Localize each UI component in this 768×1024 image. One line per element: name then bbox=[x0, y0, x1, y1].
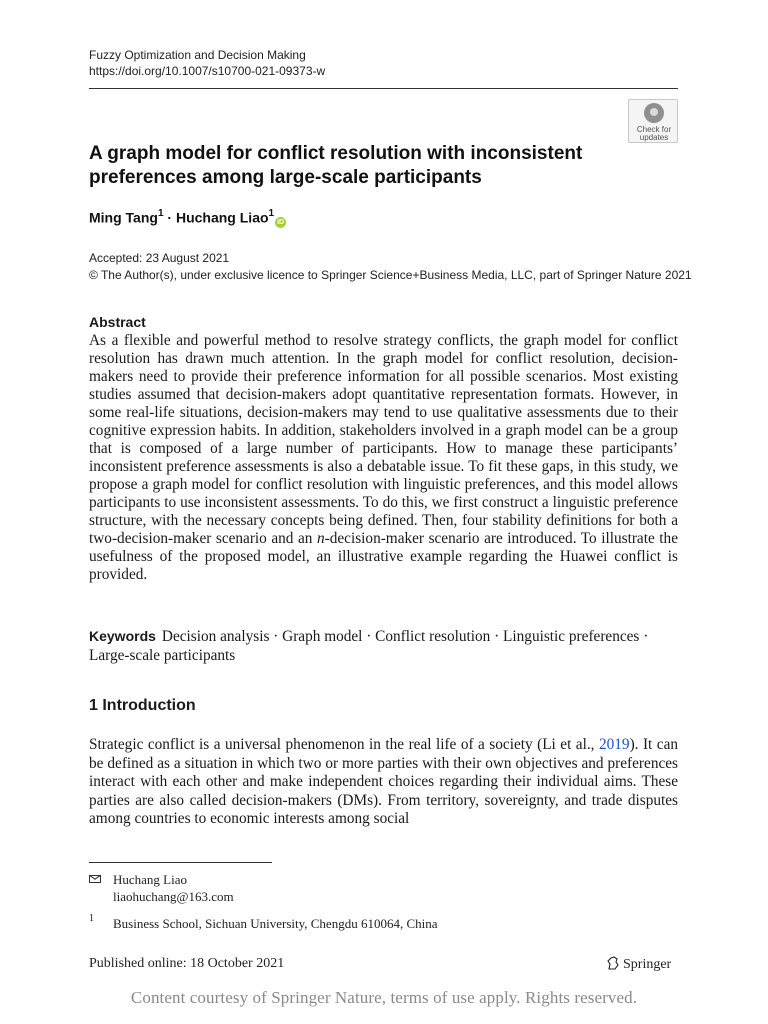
citation-link[interactable]: 2019 bbox=[598, 736, 630, 753]
affiliation-marker: 1 bbox=[268, 208, 275, 219]
introduction-text bbox=[89, 736, 678, 829]
check-for-updates-badge[interactable] bbox=[628, 99, 678, 143]
copyright-line: © The Author(s), under exclusive licence to Springer Science+Business Media, LLC, part of Springer Nature 2021 bbox=[89, 268, 692, 282]
publisher-logo bbox=[606, 956, 671, 973]
affiliation-marker: 1 bbox=[157, 208, 164, 219]
corresponding-author bbox=[113, 871, 234, 905]
orcid-icon[interactable]: iD bbox=[277, 218, 285, 226]
affiliation-text: Business School, Sichuan University, Chengdu 610064, China bbox=[113, 916, 438, 931]
abstract-text bbox=[89, 332, 678, 584]
affiliation-number: 1 bbox=[89, 913, 94, 924]
doi-link[interactable]: https://doi.org/10.1007/s10700-021-09373-w bbox=[89, 64, 326, 78]
publisher-name: Springer bbox=[623, 957, 672, 972]
envelope-icon bbox=[89, 875, 101, 883]
abstract-part: As a flexible and powerful method to resolve strategy conflicts, the graph model for conflict resolution has drawn much attention. In the graph model for conflict resolution, decision-makers need to provide their preference information for all possible scenarios. Most existing studies assumed that decision-makers adopt quantitative representation formats. However, in some real-life situations, decision-makers may tend to use qualitative assessments due to their cognitive expression habits. In addition, stakeholders involved in a graph model can be a group that is composed of a large number of participants. How to manage these participants’ inconsistent preference assessments is also a debatable issue. To fit these gaps, in this study, we propose a graph model for conflict resolution with linguistic preferences, and this model allows participants to use inconsistent assessments. To do this, we first construct a linguistic preference structure, with the necessary concepts being defined. Then, four stability definitions for both a two-decision-maker scenario and an bbox=[89, 332, 678, 547]
watermark-text: Content courtesy of Springer Nature, terms of use apply. Rights reserved. bbox=[130, 988, 638, 1007]
contact-email[interactable]: liaohuchang@163.com bbox=[113, 889, 234, 904]
keywords bbox=[89, 627, 678, 665]
intro-part: ). It can be defined as a situation in which two or more parties with their own objectives and preferences interact with each other and make independent choices regarding their individual aims. These parties are also called decision-makers (DMs). From territory, sovereignty, and trade disputes among countries to economic interests among social bbox=[89, 736, 679, 827]
intro-part: Strategic conflict is a universal phenomenon in the real life of a society (Li et al., bbox=[89, 736, 599, 753]
author-name[interactable]: Huchang Liao bbox=[175, 209, 269, 226]
keywords-text: Decision analysis · Graph model · Conflict resolution · Linguistic preferences · Large-scale participants bbox=[89, 628, 649, 664]
footnote-rule bbox=[89, 862, 272, 863]
abstract-heading: Abstract bbox=[89, 314, 146, 330]
badge-line-2: updates bbox=[639, 133, 669, 142]
author-list bbox=[89, 209, 286, 228]
section-heading: 1 Introduction bbox=[89, 697, 196, 714]
header-rule bbox=[89, 88, 678, 89]
author-name[interactable]: Ming Tang bbox=[89, 209, 158, 226]
published-date: Published online: 18 October 2021 bbox=[89, 956, 285, 971]
badge-line-1: Check for bbox=[636, 125, 672, 134]
keywords-label: Keywords bbox=[89, 628, 156, 644]
abstract-part: -decision-maker scenario are introduced. To illustrate the usefulness of the proposed model, an illustrative example regarding the Huawei conflict is provided. bbox=[89, 530, 678, 583]
paper-title: A graph model for conflict resolution with inconsistent preferences among large-scale participants bbox=[89, 143, 583, 188]
springer-horse-icon bbox=[606, 956, 620, 970]
journal-name: Fuzzy Optimization and Decision Making bbox=[89, 48, 306, 62]
contact-name: Huchang Liao bbox=[113, 872, 188, 887]
author-separator: · bbox=[163, 209, 176, 226]
journal-header bbox=[89, 47, 325, 79]
check-updates-icon bbox=[644, 103, 664, 123]
article-meta bbox=[89, 250, 692, 284]
accepted-date: Accepted: 23 August 2021 bbox=[89, 251, 230, 265]
abstract-italic: n bbox=[316, 530, 325, 547]
